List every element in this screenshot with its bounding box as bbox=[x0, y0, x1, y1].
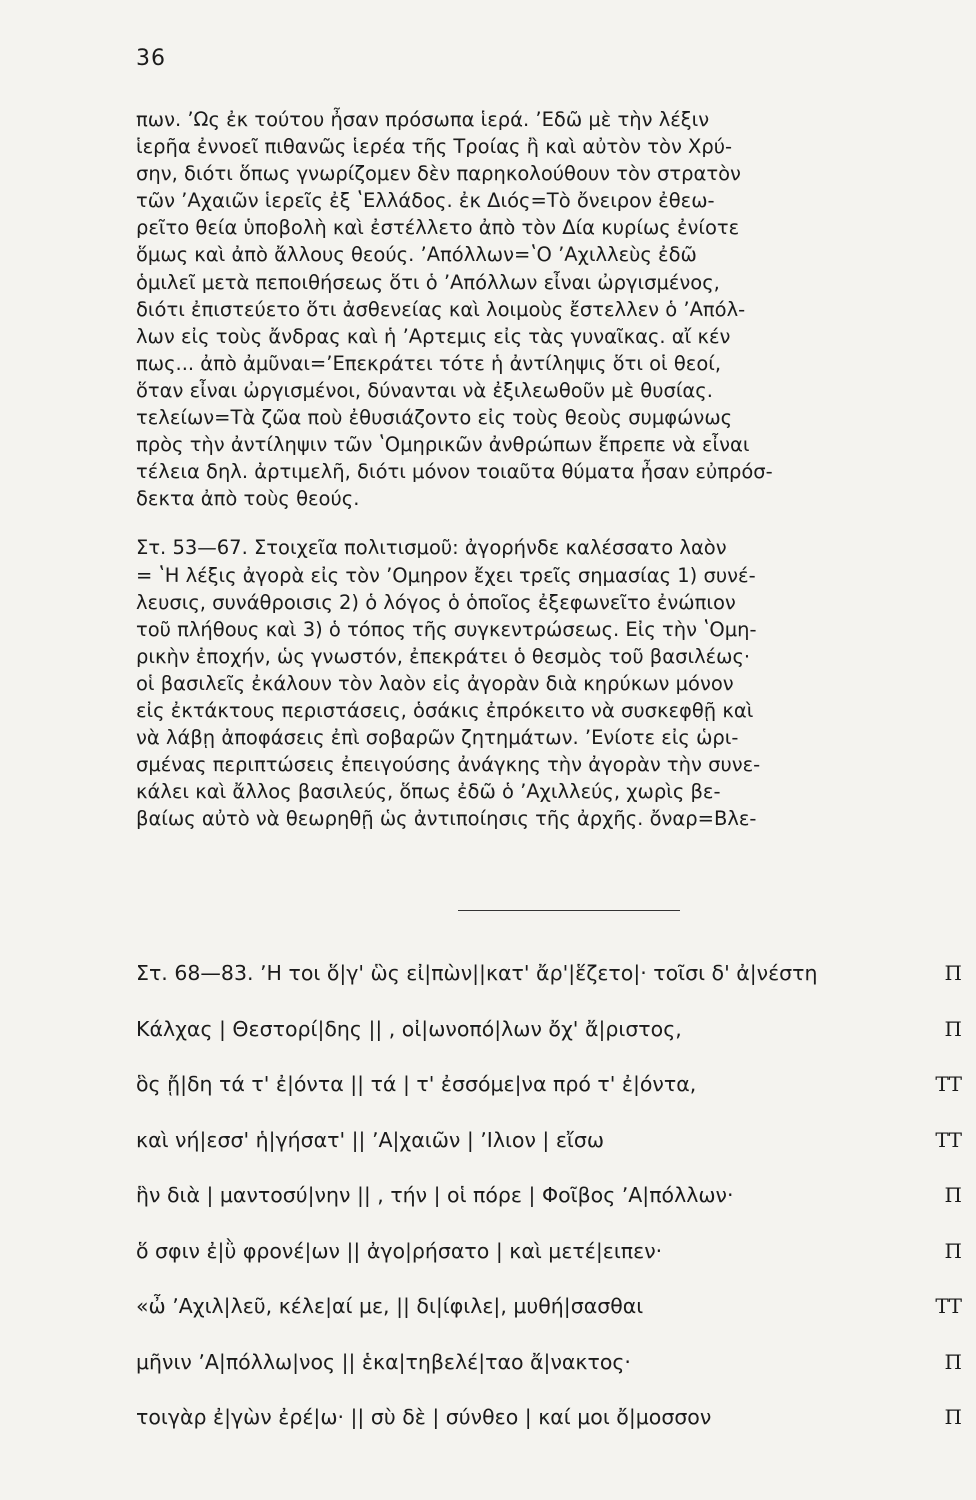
verse-line bbox=[136, 1067, 962, 1123]
scansion-mark: Π bbox=[944, 1238, 962, 1263]
verse-line bbox=[136, 1400, 962, 1456]
verse-line bbox=[136, 1123, 962, 1179]
commentary-line: σην, διότι ὅπως γνωρίζομεν δὲν παρηκολούθουν τὸν στρατὸν bbox=[136, 162, 741, 186]
commentary-line: σμένας περιπτώσεις ἐπειγούσης ἀνάγκης τὴν ἀγορὰν τὴν συνε- bbox=[136, 753, 761, 777]
commentary-line: λων εἰς τοὺς ἄνδρας καὶ ἡ ʼΑρτεμις εἰς τὰς γυναῖκας. αἴ κέν bbox=[136, 324, 731, 348]
commentary-paragraph-1 bbox=[136, 106, 962, 512]
commentary-line: ρικὴν ἐποχήν, ὡς γνωστόν, ἐπεκράτει ὁ θεσμὸς τοῦ βασιλέως· bbox=[136, 644, 751, 668]
page-number: 36 bbox=[136, 46, 166, 71]
scansion-mark: ΤΤ bbox=[935, 1072, 962, 1096]
verse-scansion-list bbox=[136, 956, 962, 1456]
commentary-line: τοῦ πλήθους καὶ 3) ὁ τόπος τῆς συγκεντρώσεως. Εἰς τὴν ʽΟμη- bbox=[136, 617, 757, 641]
commentary-line: Στ. 53—67. Στοιχεῖα πολιτισμοῦ: ἀγορήνδε καλέσσατο λαὸν bbox=[136, 536, 727, 560]
commentary-line: νὰ λάβῃ ἀποφάσεις ἐπὶ σοβαρῶν ζητημάτων. ʼΕνίοτε εἰς ὡρι- bbox=[136, 726, 739, 750]
commentary-line: λευσις, συνάθροισις 2) ὁ λόγος ὁ ὁποῖος ἐξεφωνεῖτο ἐνώπιον bbox=[136, 590, 736, 614]
commentary-line: = ʽΗ λέξις ἀγορὰ εἰς τὸν ʼΟμηρον ἔχει τρεῖς σημασίας 1) συνέ- bbox=[136, 563, 756, 587]
verse-text: ὃς ᾔ|δη τά τ' ἐ|όντα || τά | τ' ἐσσόμε|να πρό τ' ἐ|όντα, bbox=[136, 1072, 697, 1096]
commentary-line: βαίως αὐτὸ νὰ θεωρηθῇ ὡς ἀντιποίησις τῆς ἀρχῆς. ὄναρ=Βλε- bbox=[136, 807, 757, 831]
commentary-paragraph-2 bbox=[136, 534, 962, 832]
verse-text: τοιγὰρ ἐ|γὼν ἐρέ|ω· || σὺ δὲ | σύνθεο | καί μοι ὄ|μοσσον bbox=[136, 1405, 712, 1429]
verse-text: μῆνιν ʼΑ|πόλλω|νος || ἑκα|τηβελέ|ταο ἄ|νακτος· bbox=[136, 1349, 631, 1374]
section-divider bbox=[458, 910, 680, 911]
verse-line bbox=[136, 1234, 962, 1290]
verse-text: καὶ νή|εσσ' ἡ|γήσατ' || ʼΑ|χαιῶν | ʼΙλιον | εἴσω bbox=[136, 1127, 605, 1152]
verse-line bbox=[136, 1289, 962, 1345]
commentary-line: διότι ἐπιστεύετο ὅτι ἀσθενείας καὶ λοιμοὺς ἔστελλεν ὁ ʼΑπόλ- bbox=[136, 297, 746, 321]
verse-line bbox=[136, 1178, 962, 1234]
commentary-line: τῶν ʼΑχαιῶν ἱερεῖς ἐξ ʽΕλλάδος. ἐκ Διός=Τὸ ὄνειρον ἐθεω- bbox=[136, 189, 715, 213]
verse-text: «ὦ ʼΑχιλ|λεῦ, κέλε|αί με, || δι|ίφιλε|, μυθή|σασθαι bbox=[136, 1294, 644, 1318]
scansion-mark: Π bbox=[944, 961, 962, 985]
verse-text: ὅ σφιν ἐ|ῢ φρονέ|ων || ἀγο|ρήσατο | καὶ μετέ|ειπεν· bbox=[136, 1238, 663, 1263]
scansion-mark: ΤΤ bbox=[935, 1294, 962, 1318]
commentary-line: οἱ βασιλεῖς ἐκάλουν τὸν λαὸν εἰς ἀγορὰν διὰ κηρύκων μόνον bbox=[136, 671, 734, 695]
scansion-mark: ΤΤ bbox=[935, 1127, 962, 1152]
verse-text: Στ. 68—83. ʼΗ τοι ὅ|γ' ὣς εἰ|πὼν||κατ' ἄρ'|ἕζετο|· τοῖσι δ' ἀ|νέστη bbox=[136, 961, 818, 985]
scansion-mark: Π bbox=[944, 1016, 962, 1041]
commentary-line: δεκτα ἀπὸ τοὺς θεούς. bbox=[136, 487, 360, 511]
commentary-line: εἰς ἐκτάκτους περιστάσεις, ὁσάκις ἐπρόκειτο νὰ συσκεφθῇ καὶ bbox=[136, 698, 754, 722]
scansion-mark: Π bbox=[944, 1405, 962, 1429]
commentary-line: πρὸς τὴν ἀντίληψιν τῶν ʽΟμηρικῶν ἀνθρώπων ἔπρεπε νὰ εἶναι bbox=[136, 433, 750, 457]
commentary-line: πων. ʼΩς ἐκ τούτου ἦσαν πρόσωπα ἱερά. ʼΕδῶ μὲ τὴν λέξιν bbox=[136, 108, 710, 131]
verse-line bbox=[136, 956, 962, 1012]
scansion-mark: Π bbox=[944, 1183, 962, 1207]
commentary-line: κάλει καὶ ἄλλος βασιλεύς, ὅπως ἐδῶ ὁ ʼΑχιλλεύς, χωρὶς βε- bbox=[136, 780, 721, 804]
verse-text: ἣν διὰ | μαντοσύ|νην || , τήν | οἱ πόρε | Φοῖβος ʼΑ|πόλλων· bbox=[136, 1183, 734, 1207]
commentary-line: ρεῖτο θεία ὑποβολὴ καὶ ἐστέλλετο ἀπὸ τὸν Δία κυρίως ἐνίοτε bbox=[136, 216, 740, 240]
verse-line bbox=[136, 1012, 962, 1068]
commentary bbox=[136, 106, 962, 832]
verse-line bbox=[136, 1345, 962, 1401]
commentary-line: τέλεια δηλ. ἀρτιμελῆ, διότι μόνον τοιαῦτα θύματα ἦσαν εὐπρόσ- bbox=[136, 460, 773, 484]
verse-text: Κάλχας | Θεστορί|δης || , οἰ|ωνοπό|λων ὄχ' ἄ|ριστος, bbox=[136, 1016, 682, 1041]
commentary-line: ὁμιλεῖ μετὰ πεποιθήσεως ὅτι ὁ ʼΑπόλλων εἶναι ὠργισμένος, bbox=[136, 270, 720, 294]
commentary-line: ἱερῆα ἐννοεῖ πιθανῶς ἱερέα τῆς Τροίας ἢ καὶ αὐτὸν τὸν Χρύ- bbox=[136, 135, 733, 159]
scansion-mark: Π bbox=[944, 1349, 962, 1374]
commentary-line: ὅμως καὶ ἀπὸ ἄλλους θεούς. ʼΑπόλλων=ʽΟ ʼΑχιλλεὺς ἐδῶ bbox=[136, 243, 697, 267]
commentary-line: ὅταν εἶναι ὠργισμένοι, δύνανται νὰ ἐξιλεωθοῦν μὲ θυσίας. bbox=[136, 378, 713, 402]
commentary-line: τελείων=Τὰ ζῶα ποὺ ἐθυσιάζοντο εἰς τοὺς θεοὺς συμφώνως bbox=[136, 406, 733, 430]
commentary-line: πως... ἀπὸ ἀμῦναι=ʼΕπεκράτει τότε ἡ ἀντίληψις ὅτι οἱ θεοί, bbox=[136, 351, 722, 375]
